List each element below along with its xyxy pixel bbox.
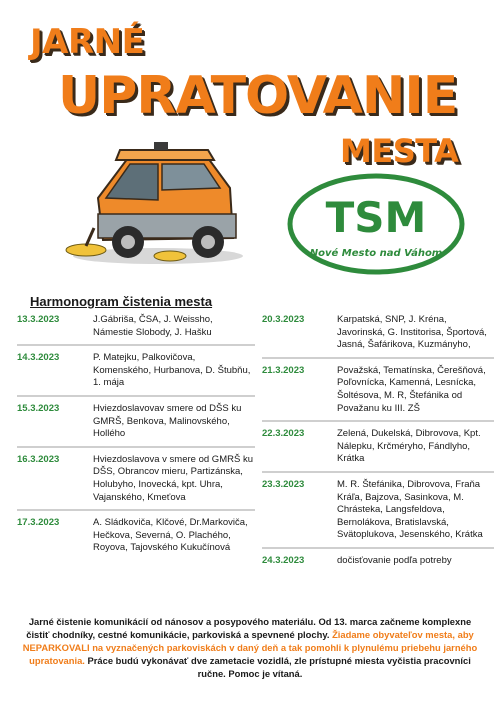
schedule-date: 21.3.2023 [262, 364, 305, 376]
schedule-date: 20.3.2023 [262, 314, 305, 325]
schedule-date: 16.3.2023 [17, 453, 60, 465]
schedule-entry [17, 403, 255, 441]
logo-subtitle: Nové Mesto nad Váhom [309, 248, 443, 259]
footer-parking-warning: Žiadame obyvateľov mesta, aby NEPARKOVALI na vyznačených parkoviskách v daný deň a tak pomohli k plynulému priebehu jarného upratovania. [22, 629, 478, 666]
schedule-streets: dočisťovanie podľa potreby [337, 554, 452, 566]
schedule-right-column [262, 314, 494, 568]
schedule-entry [17, 517, 255, 555]
schedule-streets: Karpatská, SNP, J. Kréna, Javorinská, G. Institorisa, Športová, Jasná, Šafárikova, Kuzmányho, [337, 314, 487, 351]
schedule-date: 24.3.2023 [262, 554, 305, 566]
schedule-streets: Zelená, Dukelská, Dibrovova, Kpt. Nálepku, Krčméryho, Fándlyho, Krátka [337, 428, 481, 465]
divider [262, 420, 494, 422]
title-line-3: MESTA [340, 132, 459, 170]
schedule-streets: M. R. Štefánika, Dibrovova, Fraňa Kráľa, Bajzova, Sasinkova, M. Chrásteka, Langsfeldova, Bernolákova, Bratislavská, Svätoplukova, Jesenského, Krátka [337, 478, 483, 541]
schedule-streets: P. Matejku, Palkovičova, Komenského, Hurbanova, D. Štubňu, 1. mája [93, 352, 251, 389]
footer-text-1: Jarné čistenie komunikácií od nánosov a posypového materiálu. Od 13. marca začneme komplexne čistiť chodníky, cestné komunikácie, parkoviská a spevnené plochy. [26, 616, 472, 640]
schedule-streets: Hviezdoslavovav smere od DŠS ku GMRŠ, Benkova, Malinovského, Hollého [93, 402, 242, 440]
schedule-streets: Považská, Tematínska, Čerešňová, Poľovnícka, Kamenná, Lesnícka, Šoltésova, M. R, Štefánika od Považanu ku III. ZŠ [337, 364, 486, 414]
schedule-entry [17, 454, 255, 504]
divider [17, 344, 255, 346]
schedule-entry [262, 555, 494, 568]
divider [262, 471, 494, 473]
schedule-date: 13.3.2023 [17, 314, 60, 325]
divider [262, 357, 494, 359]
logo-letters: TSM [325, 193, 427, 242]
schedule-left-column [17, 314, 255, 555]
tsm-logo [286, 170, 466, 278]
footer-notice [22, 615, 478, 680]
schedule-entry [262, 314, 494, 352]
schedule-date: 17.3.2023 [17, 517, 60, 529]
divider [262, 547, 494, 549]
schedule-entry [262, 479, 494, 542]
schedule-streets: A. Sládkoviča, Klčové, Dr.Markoviča, Hečkova, Severná, O. Plachého, Royova, Tajovského Kukučínová [93, 517, 248, 554]
title-line-1: JARNÉ [30, 22, 145, 62]
schedule-entry [17, 314, 255, 339]
divider [17, 509, 255, 511]
schedule-entry [262, 365, 494, 415]
schedule-entry [262, 428, 494, 466]
schedule-streets: J.Gábriša, ČSA, J. Weissho, Námestie Slobody, J. Hašku [93, 314, 213, 338]
schedule-date: 15.3.2023 [17, 402, 60, 414]
schedule-streets: Hviezdoslavova v smere od GMRŠ ku DŠS, Obrancov mieru, Partizánska, Holubyho, Inovecká, kpt. Uhra, Vajanského, Kmeťova [93, 453, 253, 503]
footer-text-2: Práce budú vykonávať dve zametacie vozidlá, zle prístupné miesta vyčistia pracovníci ručne. Pomoc je vítaná. [84, 655, 471, 679]
schedule-date: 14.3.2023 [17, 352, 60, 364]
title-line-2: UPRATOVANIE [58, 66, 458, 126]
schedule-date: 23.3.2023 [262, 478, 305, 490]
divider [17, 446, 255, 448]
schedule-entry [17, 352, 255, 390]
schedule-title: Harmonogram čistenia mesta [30, 294, 213, 309]
schedule-date: 22.3.2023 [262, 428, 305, 440]
street-sweeper-illustration [58, 128, 248, 273]
divider [17, 395, 255, 397]
